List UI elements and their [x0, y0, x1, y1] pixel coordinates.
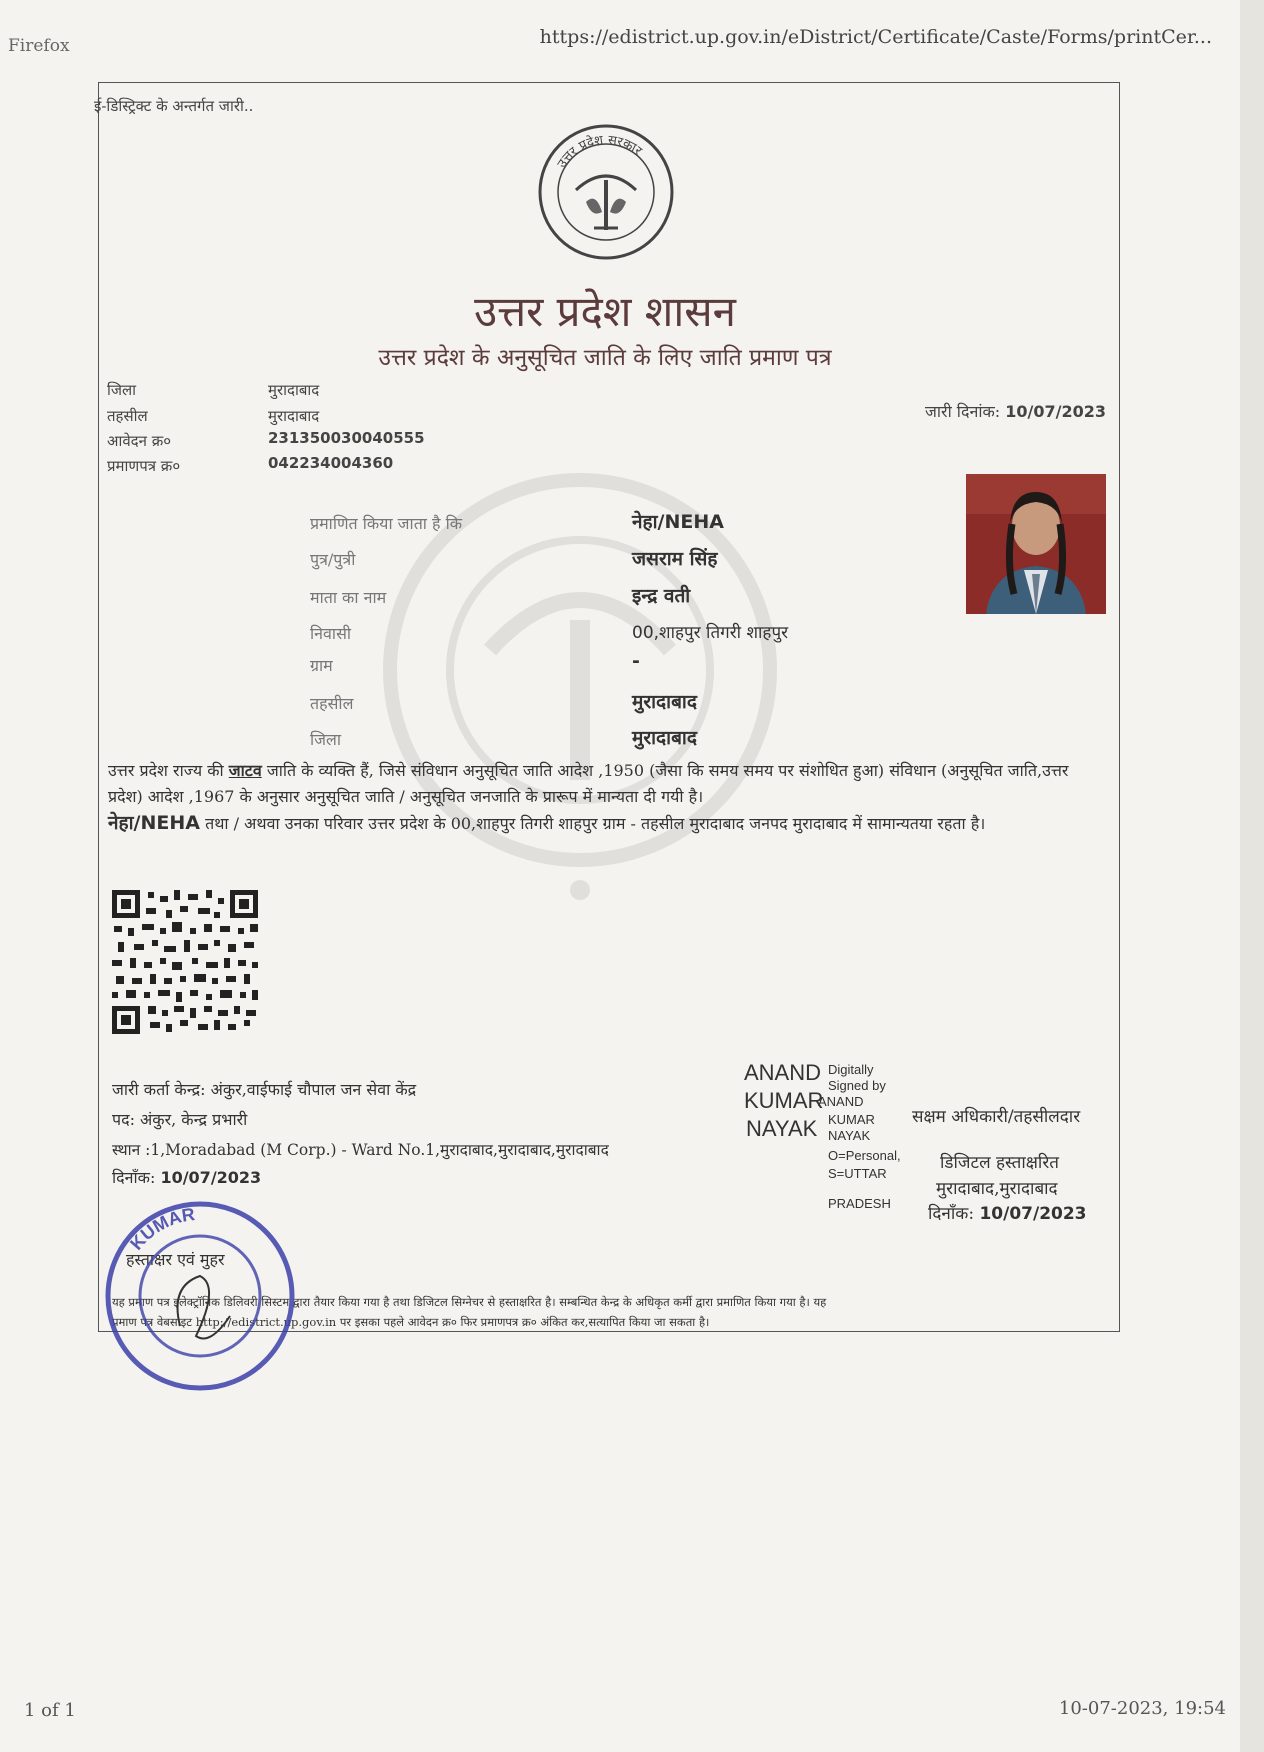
sign-note-nayak: NAYAK [828, 1128, 871, 1143]
sign-note-state: S=UTTAR [828, 1166, 887, 1181]
district-value: मुरादाबाद [268, 381, 320, 399]
authority-digital: डिजिटल हस्ताक्षरित [940, 1153, 1059, 1173]
certificate-no-label: प्रमाणपत्र क्र० [107, 457, 181, 475]
authority-place: मुरादाबाद,मुरादाबाद [936, 1179, 1058, 1199]
detail-label-certified: प्रमाणित किया जाता है कि [310, 514, 463, 533]
sign-note-pradesh: PRADESH [828, 1196, 891, 1211]
detail-label-district: जिला [310, 730, 342, 749]
paper-edge [1240, 0, 1264, 1752]
seal-stamp-icon [100, 1196, 300, 1396]
issuer-post: पद: अंकुर, केन्द्र प्रभारी [112, 1110, 248, 1129]
application-no-value: 231350030040555 [268, 429, 425, 447]
stamp-text: KUMAR [126, 1204, 197, 1254]
qr-code[interactable] [110, 888, 260, 1036]
tehsil-label: तहसील [107, 407, 148, 425]
issued-under-text: ई-डिस्ट्रिक्ट के अन्तर्गत जारी.. [94, 97, 254, 115]
sign-note-digitally: Digitally [828, 1062, 874, 1077]
disclaimer-line-2: प्रमाण पत्र वेबसाइट http://edistrict.up.gov.in पर इसका पहले आवेदन क्र० फिर प्रमाणपत्र क्र० अंकित कर,सत्यापित किया जा सकता है। [112, 1315, 710, 1329]
authority-date-value: 10/07/2023 [979, 1204, 1087, 1224]
browser-name: Firefox [8, 36, 70, 56]
detail-value-name: नेहा/NEHA [632, 511, 724, 533]
detail-value-tehsil: मुरादाबाद [632, 691, 697, 713]
authority-date-label: दिनाँक: [928, 1204, 975, 1224]
authority-title: सक्षम अधिकारी/तहसीलदार [912, 1107, 1081, 1127]
signer-name-line-3: NAYAK [746, 1116, 818, 1141]
detail-label-child-of: पुत्र/पुत्री [310, 550, 356, 569]
certificate-no-value: 042234004360 [268, 454, 394, 472]
issuer-center: जारी कर्ता केन्द्र: अंकुर,वाईफाई चौपाल जन सेवा केंद्र [112, 1080, 417, 1099]
body-text-part-1: उत्तर प्रदेश राज्य की [108, 761, 229, 780]
issuer-date [112, 1166, 261, 1188]
certificate-title: उत्तर प्रदेश के अनुसूचित जाति के लिए जाति प्रमाण पत्र [378, 345, 832, 371]
applicant-photo [966, 474, 1106, 614]
issue-date-value: 10/07/2023 [1005, 402, 1106, 421]
print-timestamp: 10-07-2023, 19:54 [1058, 1698, 1226, 1719]
detail-label-resident: निवासी [310, 624, 352, 643]
up-govt-emblem-icon [536, 122, 676, 262]
district-label: जिला [107, 381, 137, 399]
certificate-body-text [108, 758, 1108, 837]
detail-value-father: जसराम सिंह [632, 548, 718, 570]
issuer-date-value: 10/07/2023 [160, 1168, 262, 1187]
page-count: 1 of 1 [24, 1700, 76, 1721]
signer-name-line-2: KUMAR [744, 1088, 824, 1113]
government-title: उत्तर प्रदेश शासन [474, 287, 736, 336]
detail-label-village: ग्राम [310, 656, 333, 675]
sign-note-kumar: KUMAR [828, 1112, 875, 1127]
body-applicant-name: नेहा/NEHA [108, 812, 200, 834]
caste-name: जाटव [228, 761, 262, 780]
detail-value-village: - [632, 650, 640, 672]
detail-value-mother: इन्द्र वती [632, 585, 691, 607]
signature-stamp-label: हस्ताक्षर एवं मुहर [126, 1250, 225, 1269]
signer-name-line-1: ANAND [744, 1060, 822, 1085]
detail-label-mother: माता का नाम [310, 588, 387, 607]
emblem-text: उत्तर प्रदेश सरकार [554, 132, 645, 171]
issuer-date-label: दिनाँक: [112, 1168, 156, 1187]
issue-date [925, 400, 1106, 422]
disclaimer-line-1: यह प्रमाण पत्र इलेक्ट्रॉनिक डिलिवरी सिस्टम द्वारा तैयार किया गया है तथा डिजिटल सिग्नेचर से हस्ताक्षरित है। सम्बन्धित केन्द्र के अधिकृत कर्मी द्वारा प्रमाणित किया गया है। यह [112, 1295, 827, 1309]
authority-date [928, 1201, 1087, 1224]
tehsil-value: मुरादाबाद [268, 407, 320, 425]
issue-date-label: जारी दिनांक: [925, 402, 1001, 421]
sign-note-signed-by: Signed by [828, 1078, 886, 1093]
body-text-part-3: तथा / अथवा उनका परिवार उत्तर प्रदेश के 00,शाहपुर तिगरी शाहपुर ग्राम - तहसील मुरादाबाद जनपद मुरादाबाद में सामान्यतया रहता है। [199, 814, 986, 833]
page-url: https://edistrict.up.gov.in/eDistrict/Certificate/Caste/Forms/printCer... [539, 26, 1212, 48]
application-no-label: आवेदन क्र० [107, 432, 172, 450]
detail-value-district: मुरादाबाद [632, 727, 697, 749]
detail-value-resident: 00,शाहपुर तिगरी शाहपुर [632, 623, 789, 643]
detail-label-tehsil: तहसील [310, 694, 354, 713]
sign-note-anand: ANAND [818, 1094, 864, 1109]
sign-note-org: O=Personal, [828, 1148, 901, 1163]
issuer-place: स्थान :1,Moradabad (M Corp.) - Ward No.1,मुरादाबाद,मुरादाबाद,मुरादाबाद [112, 1141, 609, 1159]
body-text-part-2: जाति के व्यक्ति हैं, जिसे संविधान अनुसूचित जाति आदेश ,1950 (जैसा कि समय समय पर संशोधित हुआ) संविधान (अनुसूचित जाति,उत्तर प्रदेश) आदेश ,1967 के अनुसार अनुसूचित जाति / अनुसूचित जनजाति के प्रारूप में मान्यता दी गयी है। [108, 761, 1069, 806]
